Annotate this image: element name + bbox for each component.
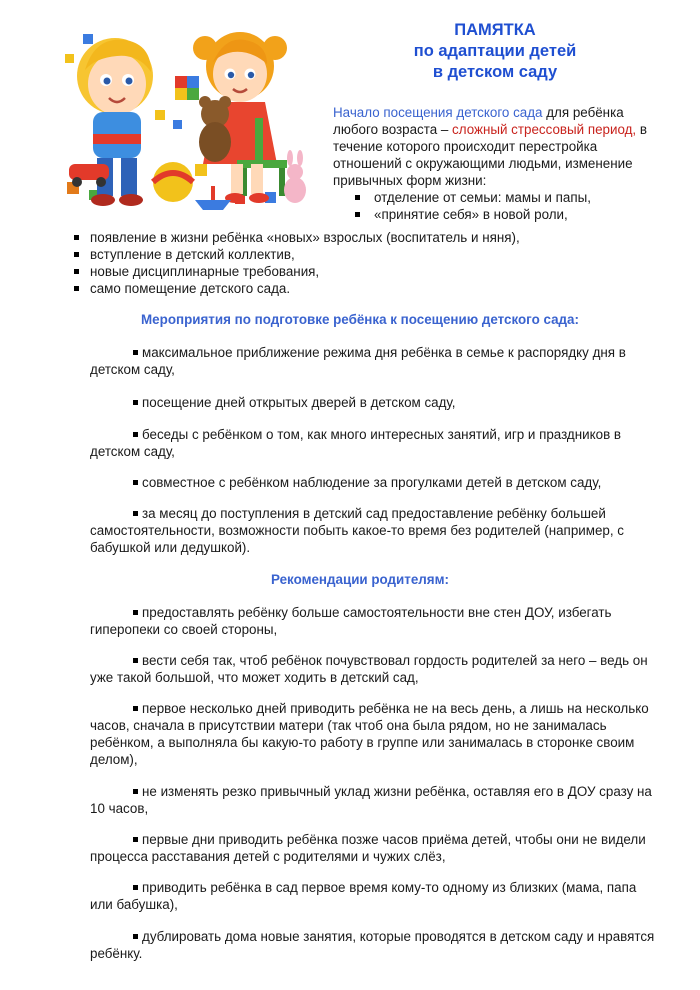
bullet-square-icon [133, 511, 138, 516]
intro-paragraph [333, 104, 668, 189]
children-playing-illustration [55, 14, 325, 224]
bullet-square-icon [133, 706, 138, 711]
section-heading-preparation: Мероприятия по подготовке ребёнка к посещению детского сада: [141, 312, 579, 327]
section-heading-recommendations: Рекомендации родителям: [271, 572, 449, 587]
intro-text-2: в течение которого происходит перестройка отношений с окружающими людьми, изменение привычных форм жизни: [333, 122, 647, 188]
intro-continuation-list [72, 229, 672, 297]
bullet-square-icon [133, 610, 138, 615]
list-item: приводить ребёнка в сад первое время кому-то одному из близких (мама, папа или бабушка), [90, 880, 637, 912]
list-item: предоставлять ребёнку больше самостоятельности вне стен ДОУ, избегать гиперопеки со своей стороны, [90, 605, 612, 637]
intro-highlight-start: Начало посещения детского сада [333, 105, 543, 120]
bullet-square-icon [133, 432, 138, 437]
list-item: беседы с ребёнком о том, как много интересных занятий, игр и праздников в детском саду, [90, 427, 622, 459]
intro-list [333, 189, 668, 223]
list-item: само помещение детского сада. [72, 280, 672, 297]
list-item: отделение от семьи: мамы и папы, [333, 189, 668, 206]
list-item: появление в жизни ребёнка «новых» взрослых (воспитатель и няня), [72, 229, 672, 246]
list-item: первое несколько дней приводить ребёнка не на весь день, а лишь на несколько часов, сначала в присутствии матери (так чтоб она была рядом, но не занималась ребёнком, а выполняла бы какую-то работу в группе или занималась в сторонке своим делом), [90, 701, 649, 767]
list-item: посещение дней открытых дверей в детском саду, [90, 394, 660, 411]
bullet-square-icon [133, 658, 138, 663]
list-item: не изменять резко привычный уклад жизни ребёнка, оставляя его в ДОУ сразу на 10 часов, [90, 784, 652, 816]
bullet-square-icon [133, 934, 138, 939]
bullet-square-icon [133, 789, 138, 794]
list-item: максимальное приближение режима дня ребёнка в семье к распорядку дня в детском саду, [90, 345, 626, 377]
bullet-square-icon [133, 400, 138, 405]
bullet-square-icon [133, 480, 138, 485]
title-line-1: ПАМЯТКА [454, 21, 536, 39]
list-item: дублировать дома новые занятия, которые проводятся в детском саду и нравятся ребёнку. [90, 929, 655, 961]
bullet-square-icon [133, 837, 138, 842]
list-item: «принятие себя» в новой роли, [333, 206, 668, 223]
title-line-2: по адаптации детей [413, 42, 577, 60]
memo-title [345, 20, 645, 83]
list-item: совместное с ребёнком наблюдение за прогулками детей в детском саду, [90, 474, 660, 491]
intro-text-1: для ребёнка любого возраста – [333, 105, 624, 137]
list-item: новые дисциплинарные требования, [72, 263, 672, 280]
bullet-square-icon [133, 350, 138, 355]
intro-block [333, 104, 668, 223]
list-item: за месяц до поступления в детский сад предоставление ребёнку большей самостоятельности, возможности побыть какое-то время без родителей (например, с бабушкой или дедушкой). [90, 506, 624, 555]
list-item: первые дни приводить ребёнка позже часов приёма детей, чтобы они не видели процесса расставания детей с родителями и чужих слёз, [90, 832, 646, 864]
title-line-3: в детском саду [432, 63, 558, 81]
bullet-square-icon [133, 885, 138, 890]
intro-highlight-stress: сложный стрессовый период, [452, 122, 637, 137]
list-item: вести себя так, чтоб ребёнок почувствовал гордость родителей за него – ведь он уже такой большой, что может ходить в детский сад, [90, 653, 648, 685]
list-item: вступление в детский коллектив, [72, 246, 672, 263]
